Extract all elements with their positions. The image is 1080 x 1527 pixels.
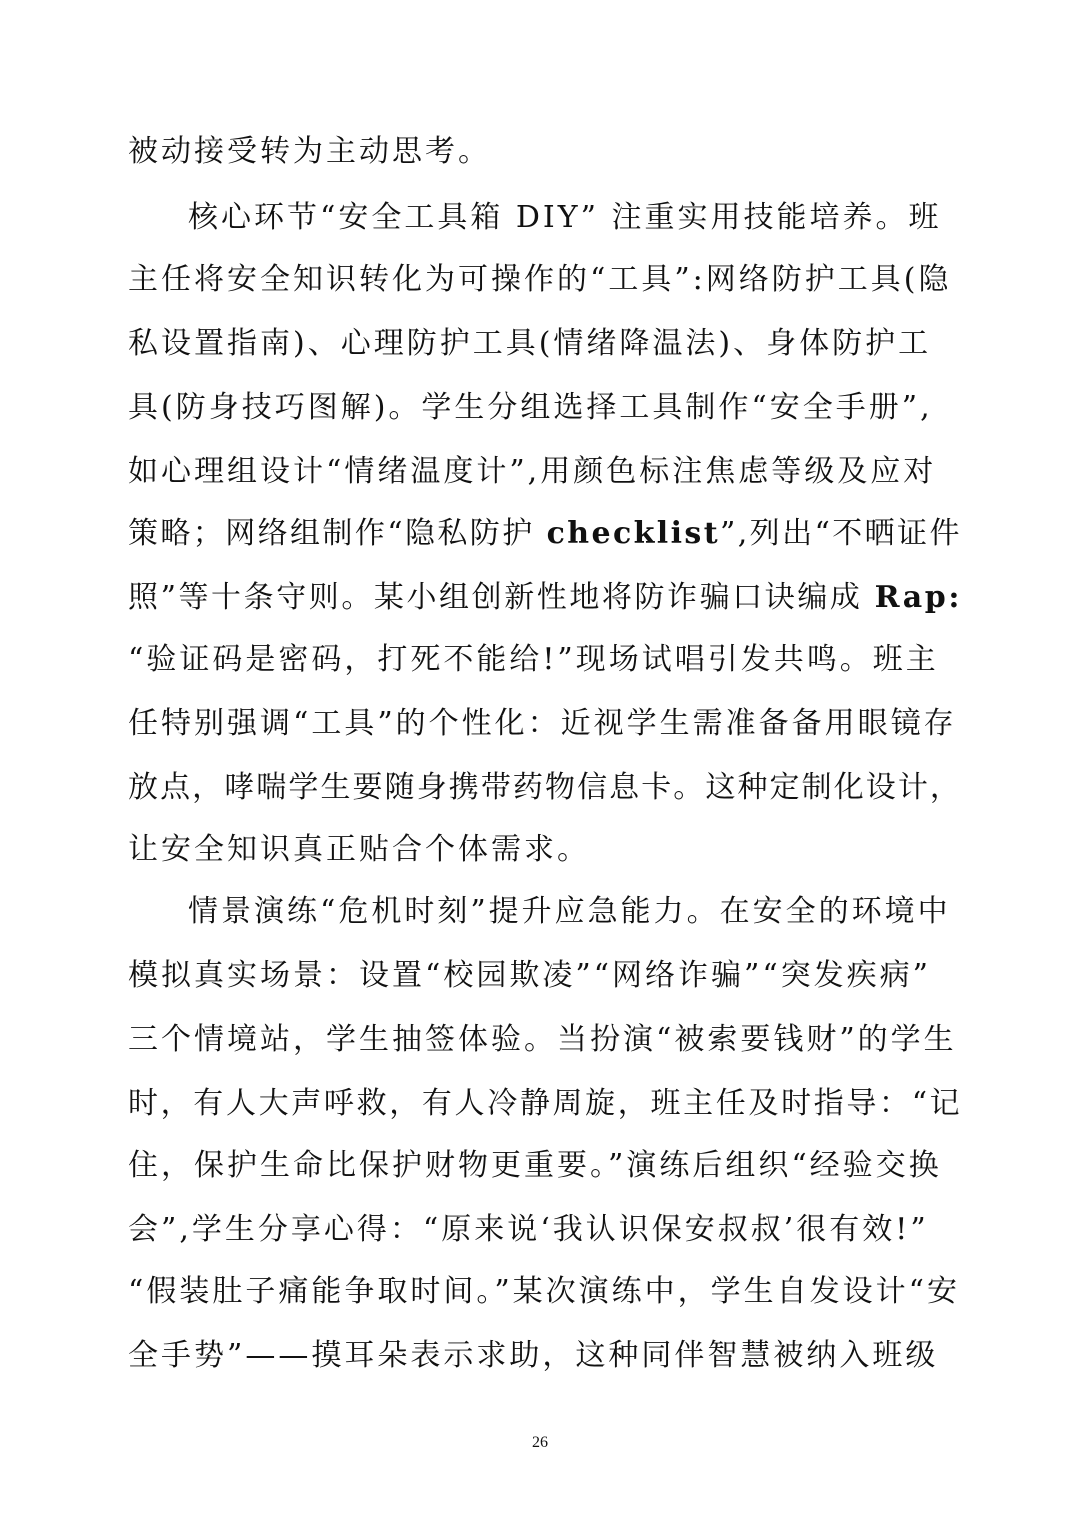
text-line: 三个情境站，学生抽签体验。当扮演“被索要钱财”的学生 — [128, 1022, 957, 1057]
text-line: 全手势”——摸耳朵表示求助，这种同伴智慧被纳入班级 — [128, 1338, 939, 1373]
text-line: “验证码是密码，打死不能给!”现场试唱引发共鸣。班主 — [128, 642, 939, 677]
text-line: 如心理组设计“情绪温度计”,用颜色标注焦虑等级及应对 — [128, 454, 937, 489]
text-line: “假装肚子痛能争取时间。”某次演练中，学生自发设计“安 — [128, 1274, 961, 1309]
text-line: 照”等十条守则。某小组创新性地将防诈骗口诀编成 Rap: — [128, 580, 962, 615]
text-line: 让安全知识真正贴合个体需求。 — [128, 832, 590, 867]
text-line: 情景演练“危机时刻”提升应急能力。在安全的环境中 — [188, 894, 951, 929]
text-line: 时，有人大声呼救，有人冷静周旋，班主任及时指导：“记 — [128, 1086, 963, 1121]
page-number: 26 — [532, 1434, 548, 1451]
text-line: 模拟真实场景：设置“校园欺凌”“网络诈骗”“突发疾病” — [128, 958, 932, 993]
text-line: 会”,学生分享心得：“原来说‘我认识保安叔叔’很有效!” — [128, 1212, 929, 1247]
text-line: 主任将安全知识转化为可操作的“工具”:网络防护工具(隐 — [128, 262, 952, 297]
text-line: 任特别强调“工具”的个性化：近视学生需准备备用眼镜存 — [128, 706, 957, 741]
text-line: 被动接受转为主动思考。 — [128, 134, 491, 169]
text-line: 私设置指南)、心理防护工具(情绪降温法)、身体防护工 — [128, 326, 932, 361]
text-line: 核心环节“安全工具箱 DIY” 注重实用技能培养。班 — [188, 200, 942, 235]
text-line: 放点，哮喘学生要随身携带药物信息卡。这种定制化设计， — [128, 770, 962, 805]
text-line: 住，保护生命比保护财物更重要。”演练后组织“经验交换 — [128, 1148, 942, 1183]
text-line: 策略；网络组制作“隐私防护 checklist”,列出“不晒证件 — [128, 516, 962, 551]
text-line: 具(防身技巧图解)。学生分组选择工具制作“安全手册”, — [128, 390, 933, 425]
